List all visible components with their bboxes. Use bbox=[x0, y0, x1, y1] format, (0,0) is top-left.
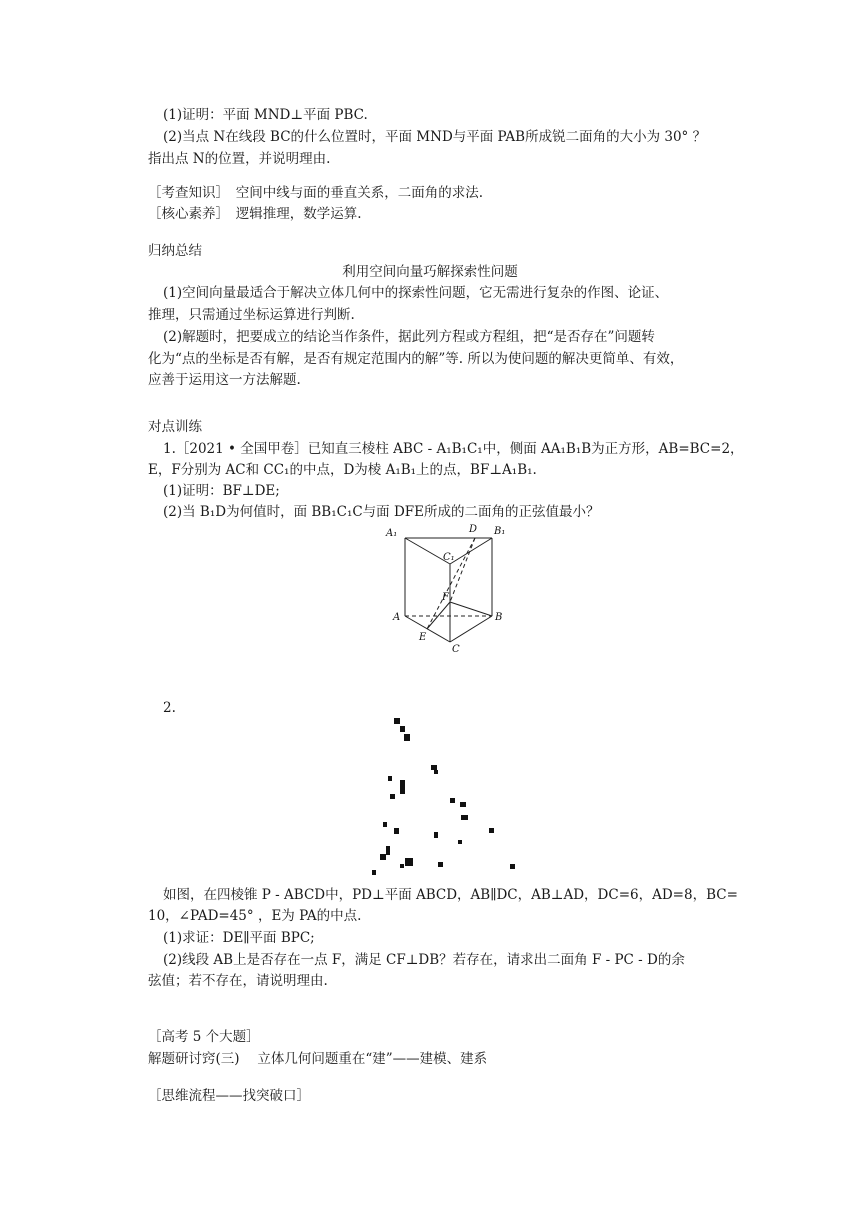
problem-2-line-1: 如图，在四棱锥 P - ABCD中，PD⊥平面 ABCD，AB∥DC，AB⊥AD，DC=6，AD=8，BC= bbox=[163, 887, 738, 903]
problem-1-question-2: (2)当 B₁D为何值时，面 BB₁C₁C与面 DFE所成的二面角的正弦值最小？ bbox=[163, 504, 600, 520]
pyramid-figure-degraded bbox=[360, 710, 530, 880]
section-tag: ［高考 5 个大题］ bbox=[148, 1029, 260, 1045]
summary-p2-line-1: (2)解题时，把要成立的结论当作条件，据此列方程或方程组，把“是否存在”问题转 bbox=[163, 329, 655, 345]
section-title: 解题研讨窍(三) 立体几何问题重在“建”——建模、建系 bbox=[148, 1051, 488, 1067]
summary-title: 利用空间向量巧解探索性问题 bbox=[342, 264, 518, 280]
label-e: E bbox=[419, 632, 427, 643]
summary-p2-line-3: 应善于运用这一方法解题. bbox=[148, 372, 301, 388]
problem-2-question-2-line-2: 弦值；若不存在，请说明理由. bbox=[148, 973, 328, 989]
problem-1-line-2: E，F分别为 AC和 CC₁的中点，D为棱 A₁B₁上的点，BF⊥A₁B₁. bbox=[148, 462, 537, 478]
problem-2-number: 2. bbox=[163, 700, 176, 716]
problem-1-line-1: 1.［2021 • 全国甲卷］已知直三棱柱 ABC - A₁B₁C₁中，侧面 AA₁B₁B为正方形，AB=BC=2， bbox=[163, 441, 744, 457]
thinking-flow-heading: ［思维流程——找突破口］ bbox=[148, 1088, 310, 1104]
summary-p2-line-2: 化为“点的坐标是否有解，是否有规定范围内的解”等. 所以为使问题的解决更简单、有效， bbox=[148, 351, 684, 367]
label-f: F bbox=[442, 592, 449, 603]
label-a: A bbox=[393, 612, 401, 623]
question-1: (1)证明：平面 MND⊥平面 PBC. bbox=[163, 107, 368, 123]
problem-2-line-2: 10，∠PAD=45° ，E为 PA的中点. bbox=[148, 908, 362, 924]
knowledge-tag: ［考查知识］ 空间中线与面的垂直关系，二面角的求法. bbox=[148, 185, 484, 201]
label-d: D bbox=[469, 524, 478, 535]
question-2-line-1: (2)当点 N在线段 BC的什么位置时，平面 MND与平面 PAB所成锐二面角的大小为 30° ？ bbox=[163, 129, 707, 145]
prism-figure bbox=[380, 520, 520, 660]
label-c1: C₁ bbox=[443, 552, 455, 563]
summary-p1-line-1: (1)空间向量最适合于解决立体几何中的探索性问题，它无需进行复杂的作图、论证、 bbox=[163, 285, 669, 301]
question-2-line-2: 指出点 N的位置，并说明理由. bbox=[148, 151, 331, 167]
training-heading: 对点训练 bbox=[148, 419, 202, 435]
summary-heading: 归纳总结 bbox=[148, 243, 202, 259]
label-b: B bbox=[495, 612, 503, 623]
label-c: C bbox=[452, 644, 460, 655]
problem-2-question-1: (1)求证：DE∥平面 BPC; bbox=[163, 930, 315, 946]
problem-2-question-2-line-1: (2)线段 AB上是否存在一点 F，满足 CF⊥DB？若存在，请求出二面角 F - PC - D的余 bbox=[163, 952, 685, 968]
literacy-tag: ［核心素养］ 逻辑推理，数学运算. bbox=[148, 206, 362, 222]
summary-p1-line-2: 推理，只需通过坐标运算进行判断. bbox=[148, 307, 355, 323]
label-a1: A₁ bbox=[386, 528, 398, 539]
label-b1: B₁ bbox=[494, 526, 506, 537]
problem-1-question-1: (1)证明：BF⊥DE; bbox=[163, 483, 280, 499]
